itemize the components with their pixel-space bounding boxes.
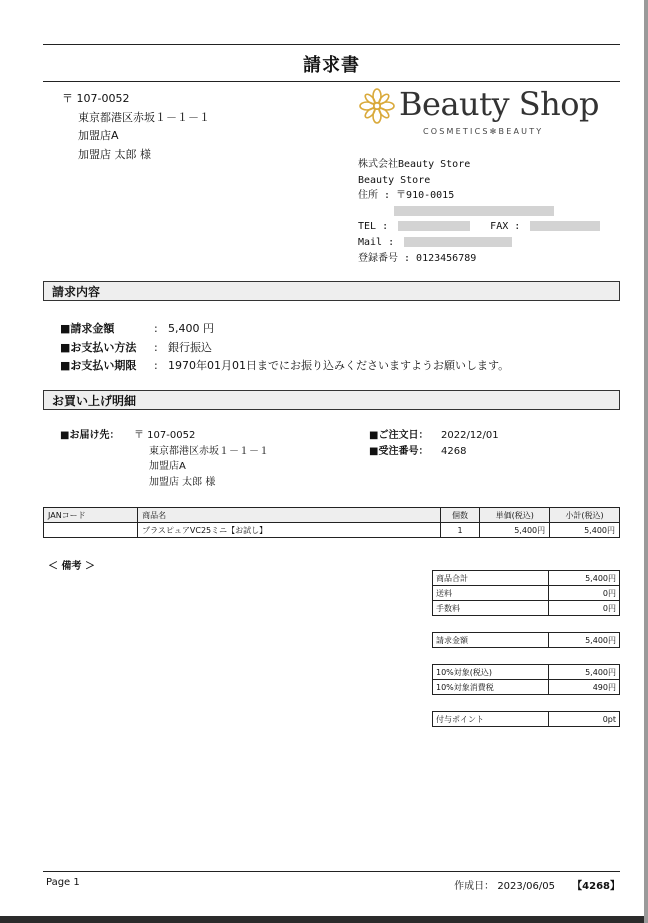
summary-row [433, 601, 620, 616]
page-footer [43, 871, 620, 892]
recipient-postal: 〒 107-0052 [62, 92, 130, 105]
logo-wordmark: Beauty Shop [399, 85, 600, 123]
points-value: 0pt [549, 712, 620, 727]
logo-tagline: COSMETICS✻BEAUTY [423, 127, 544, 136]
billing-sep: : [154, 359, 158, 372]
billing-due-row [60, 357, 509, 376]
order-date-label: ■ご注文日： [369, 430, 429, 441]
cell-qty: 1 [440, 523, 479, 538]
purchase-section-header: お買い上げ明細 [43, 390, 620, 410]
billing-total-label: 請求金額 [433, 633, 549, 648]
viewer-bottom-edge [0, 916, 648, 923]
summary-row [433, 712, 620, 727]
page-title: 請求書 [303, 55, 360, 76]
flower-logo-icon [359, 88, 395, 124]
goods-total-label: 商品合計 [433, 571, 549, 586]
summary-tax-table [432, 664, 620, 695]
billing-method-label: ■お支払い方法 [60, 340, 137, 354]
order-ref: 【4268】 [572, 881, 620, 892]
items-table-header [44, 508, 620, 523]
goods-total-value: 5,400円 [549, 571, 620, 586]
issuer-address-line [358, 204, 600, 220]
billing-sep: : [154, 340, 158, 354]
shipping-address [60, 428, 269, 490]
issuer-info [358, 157, 600, 266]
col-product: 商品名 [138, 508, 441, 523]
summary-goods-table [432, 570, 620, 616]
shipping-fee-value: 0円 [549, 586, 620, 601]
recipient-street: 東京都港区赤坂１－１－１ [78, 110, 210, 124]
cell-product: プラスピュアVC25ミニ【お試し】 [138, 523, 441, 538]
remarks-heading: ＜ 備考 ＞ [48, 561, 95, 572]
order-info [369, 428, 499, 459]
redacted-mail [404, 237, 512, 247]
created-date [454, 877, 620, 892]
redacted-address [394, 206, 554, 216]
summary-row [433, 633, 620, 648]
order-number-row [369, 444, 499, 460]
issuer-address-label: 住所 : 〒910-0015 [358, 190, 455, 202]
billing-section-header: 請求内容 [43, 281, 620, 301]
table-row [44, 523, 620, 538]
billing-due-value: 1970年01月01日までにお振り込みくださいますようお願いします。 [168, 359, 510, 372]
summary-row [433, 571, 620, 586]
issuer-registration: 登録番号 : 0123456789 [358, 252, 477, 264]
shipping-postal: 〒 107-0052 [134, 430, 196, 441]
col-jan: JANコード [44, 508, 138, 523]
fax-label: FAX : [490, 221, 521, 233]
billing-amount-value: 5,400 円 [168, 322, 214, 335]
summary-billing-table [432, 632, 620, 648]
shipping-fee-label: 送料 [433, 586, 549, 601]
viewer-scrollbar[interactable] [644, 0, 648, 923]
items-table [43, 507, 620, 538]
shipping-name: 加盟店 太郎 様 [149, 476, 216, 488]
col-qty: 個数 [440, 508, 479, 523]
title-bar [43, 44, 620, 82]
tel-label: TEL : [358, 221, 389, 233]
order-date-row [369, 428, 499, 444]
billing-method-row [60, 339, 509, 358]
col-unit-price: 単価(税込) [480, 508, 550, 523]
cell-subtotal: 5,400円 [550, 523, 620, 538]
col-subtotal: 小計(税込) [550, 508, 620, 523]
issuer-company-name: 株式会社Beauty Store [358, 159, 471, 170]
shipping-store: 加盟店A [149, 461, 186, 473]
shipping-label: ■お届け先： [60, 430, 120, 441]
redacted-tel [398, 221, 470, 231]
cell-jan [44, 523, 138, 538]
handling-fee-label: 手数料 [433, 601, 549, 616]
redacted-fax [530, 221, 600, 231]
recipient-store: 加盟店A [78, 129, 119, 142]
order-number-label: ■受注番号： [369, 445, 429, 457]
handling-fee-value: 0円 [549, 601, 620, 616]
billing-due-label: ■お支払い期限 [60, 359, 137, 372]
consumption-tax-value: 490円 [549, 680, 620, 695]
consumption-tax-label: 10%対象消費税 [433, 680, 549, 695]
issuer-phone-row [358, 219, 600, 235]
order-date-value: 2022/12/01 [441, 430, 499, 441]
billing-details [60, 320, 509, 376]
shop-logo [359, 86, 619, 142]
billing-sep: : [154, 322, 158, 335]
billing-amount-row [60, 320, 509, 339]
created-label: 作成日： 2023/06/05 [454, 881, 555, 892]
issuer-store-name: Beauty Store [358, 174, 431, 186]
mail-label: Mail : [358, 236, 395, 248]
billing-method-value: 銀行振込 [168, 340, 212, 354]
summary-points-table [432, 711, 620, 727]
summary-row [433, 586, 620, 601]
cell-unit-price: 5,400円 [480, 523, 550, 538]
billing-total-value: 5,400円 [549, 633, 620, 648]
order-number-value: 4268 [441, 445, 467, 457]
tax-target-label: 10%対象(税込) [433, 665, 549, 680]
shipping-street: 東京都港区赤坂１－１－１ [149, 445, 269, 457]
summary-row [433, 665, 620, 680]
recipient-name: 加盟店 太郎 様 [78, 147, 151, 161]
page-number: Page 1 [46, 877, 80, 888]
issuer-mail-row [358, 235, 600, 251]
billing-amount-label: ■請求金額 [60, 322, 115, 335]
tax-target-value: 5,400円 [549, 665, 620, 680]
shipping-first-row [60, 428, 269, 444]
points-label: 付与ポイント [433, 712, 549, 727]
summary-row [433, 680, 620, 695]
recipient-address [62, 90, 210, 164]
